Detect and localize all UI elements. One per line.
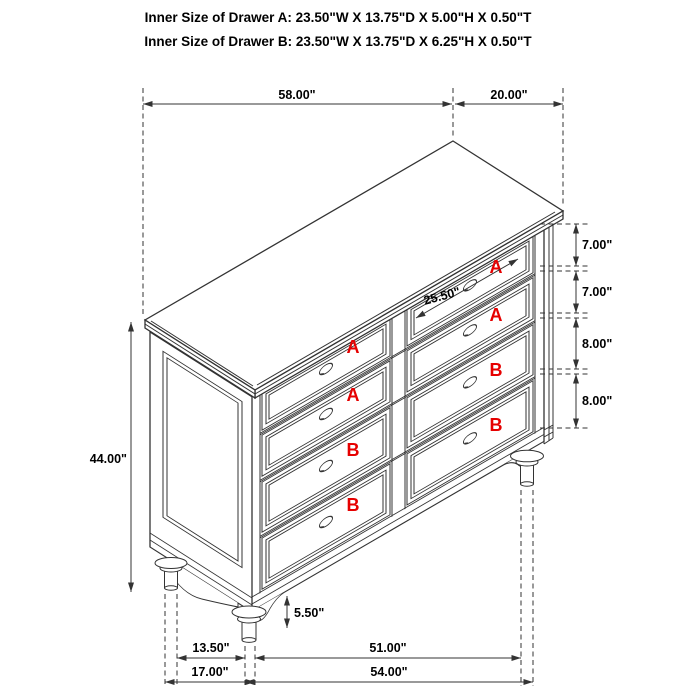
- dim-overall-depth-feet-label: 17.00": [191, 665, 229, 679]
- dim-drawer-row-3-label: 8.00": [582, 337, 613, 351]
- foot-front-left: [232, 606, 266, 642]
- foot-front-right: [511, 450, 544, 486]
- dim-overall-height-label: 44.00": [89, 452, 127, 466]
- drawer-label: A: [489, 305, 503, 325]
- drawer-label: B: [346, 440, 360, 460]
- dim-leg-spacing-width-label: 51.00": [369, 641, 407, 655]
- cabinet-right-edge: [544, 221, 553, 444]
- dim-top-width-label: 58.00": [278, 88, 316, 102]
- drawer-label: B: [489, 415, 503, 435]
- dim-overall-width-feet-label: 54.00": [370, 665, 408, 679]
- drawer-label: A: [489, 257, 503, 277]
- dim-drawer-row-2-label: 7.00": [582, 285, 613, 299]
- dim-drawer-row-4-label: 8.00": [582, 394, 613, 408]
- dim-drawer-opening-label: 25.50": [422, 284, 462, 308]
- drawer-label: B: [346, 495, 360, 515]
- drawer-label: A: [346, 385, 360, 405]
- drawer-label: B: [489, 360, 503, 380]
- dim-top-depth-label: 20.00": [490, 88, 528, 102]
- dim-drawer-row-1-label: 7.00": [582, 238, 613, 252]
- title-line-drawer-b: Inner Size of Drawer B: 23.50"W X 13.75"D X 6.25"H X 0.50"T: [144, 34, 532, 49]
- title-line-drawer-a: Inner Size of Drawer A: 23.50"W X 13.75"D X 5.00"H X 0.50"T: [144, 10, 532, 25]
- dim-leg-spacing-depth-label: 13.50": [192, 641, 230, 655]
- drawer-label: A: [346, 337, 360, 357]
- dim-leg-height-label: 5.50": [294, 606, 325, 620]
